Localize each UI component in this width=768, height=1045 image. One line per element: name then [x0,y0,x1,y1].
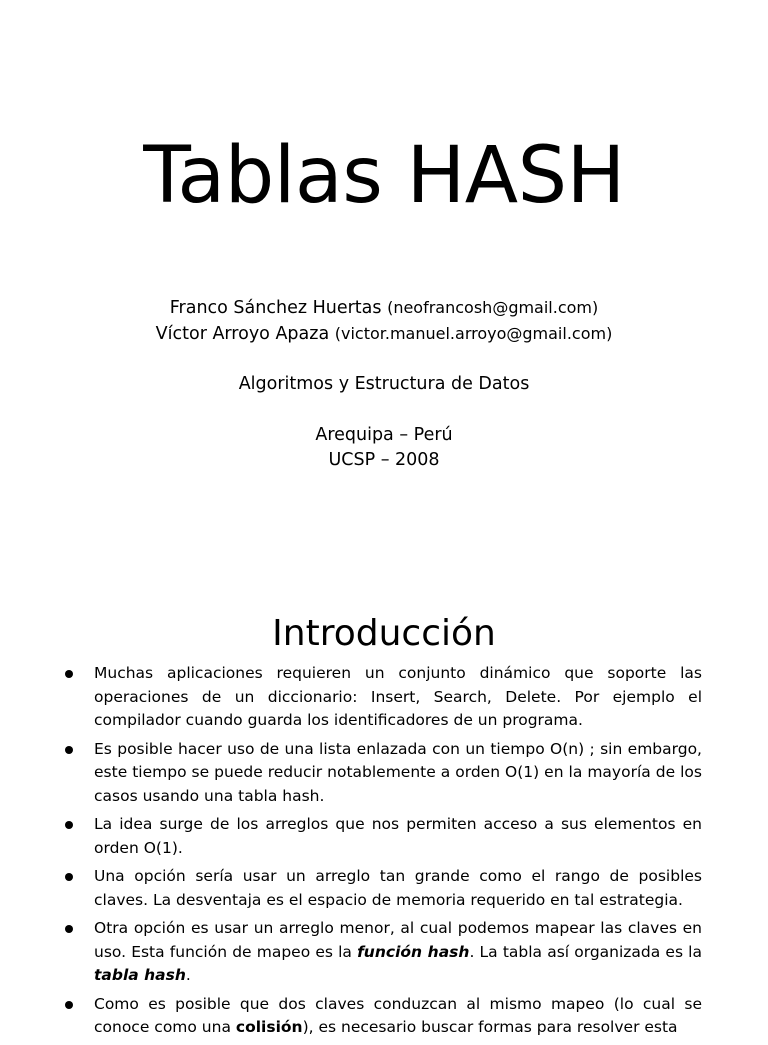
list-item [0,865,768,912]
document-title: Tablas HASH [143,131,625,221]
author-line [0,295,768,321]
bullet-text: Es posible hacer uso de una lista enlazada con un tiempo O(n) ; sin embargo, este tiempo se puede reducir notablemente a orden O(1) en la mayoría de los casos usando una tabla hash. [94,739,702,805]
emphasis-term: función hash [357,942,470,961]
bullet-icon [65,821,73,829]
bullet-icon [65,670,73,678]
bullet-text: Una opción sería usar un arreglo tan grande como el rango de posibles claves. La desventaja es el espacio de memoria requerido en tal estrategia. [94,867,702,909]
author-email: (victor.manuel.arroyo@gmail.com) [334,324,613,343]
list-item [0,662,768,733]
list-item [0,993,768,1040]
course-name: Algoritmos y Estructura de Datos [238,374,530,394]
author-line [0,321,768,347]
author-name: Franco Sánchez Huertas [169,298,382,318]
bullet-text: La idea surge de los arreglos que nos permiten acceso a sus elementos en orden O(1). [94,815,702,857]
bullet-text: Muchas aplicaciones requieren un conjunto dinámico que soporte las operaciones de un diccionario: Insert, Search, Delete. Por ejemplo el compilador cuando guarda los identificadores de un programa. [94,664,702,729]
bullet-text-part: Otra opción es usar un arreglo menor, al cual podemos mapear las claves en uso. Esta función de mapeo es la [94,919,702,961]
author-name: Víctor Arroyo Apaza [155,324,330,344]
bullet-icon [65,746,73,754]
bullet-icon [65,1001,73,1009]
authors-block [0,295,768,347]
section-heading: Introducción [272,613,496,654]
emphasis-term: colisión [235,1018,303,1036]
bullet-text-part: Como es posible que dos claves conduzcan al mismo mapeo (lo cual se conoce como una [94,994,702,1036]
author-email: (neofrancosh@gmail.com) [387,298,599,317]
bullet-icon [65,873,73,881]
place-block [0,423,768,473]
list-item [0,813,768,860]
bullet-text-part: ), es necesario buscar formas para resolver esta [302,1018,678,1036]
institution-year: UCSP – 2008 [328,450,440,470]
list-item [0,738,768,809]
bullet-icon [65,925,73,933]
bullet-text-part: . La tabla así organizada es la [469,942,702,961]
location: Arequipa – Perú [315,425,453,445]
list-item [0,917,768,988]
intro-bullet-list [0,662,768,1045]
emphasis-term: tabla hash [94,966,186,984]
bullet-text-part: . [185,966,191,984]
